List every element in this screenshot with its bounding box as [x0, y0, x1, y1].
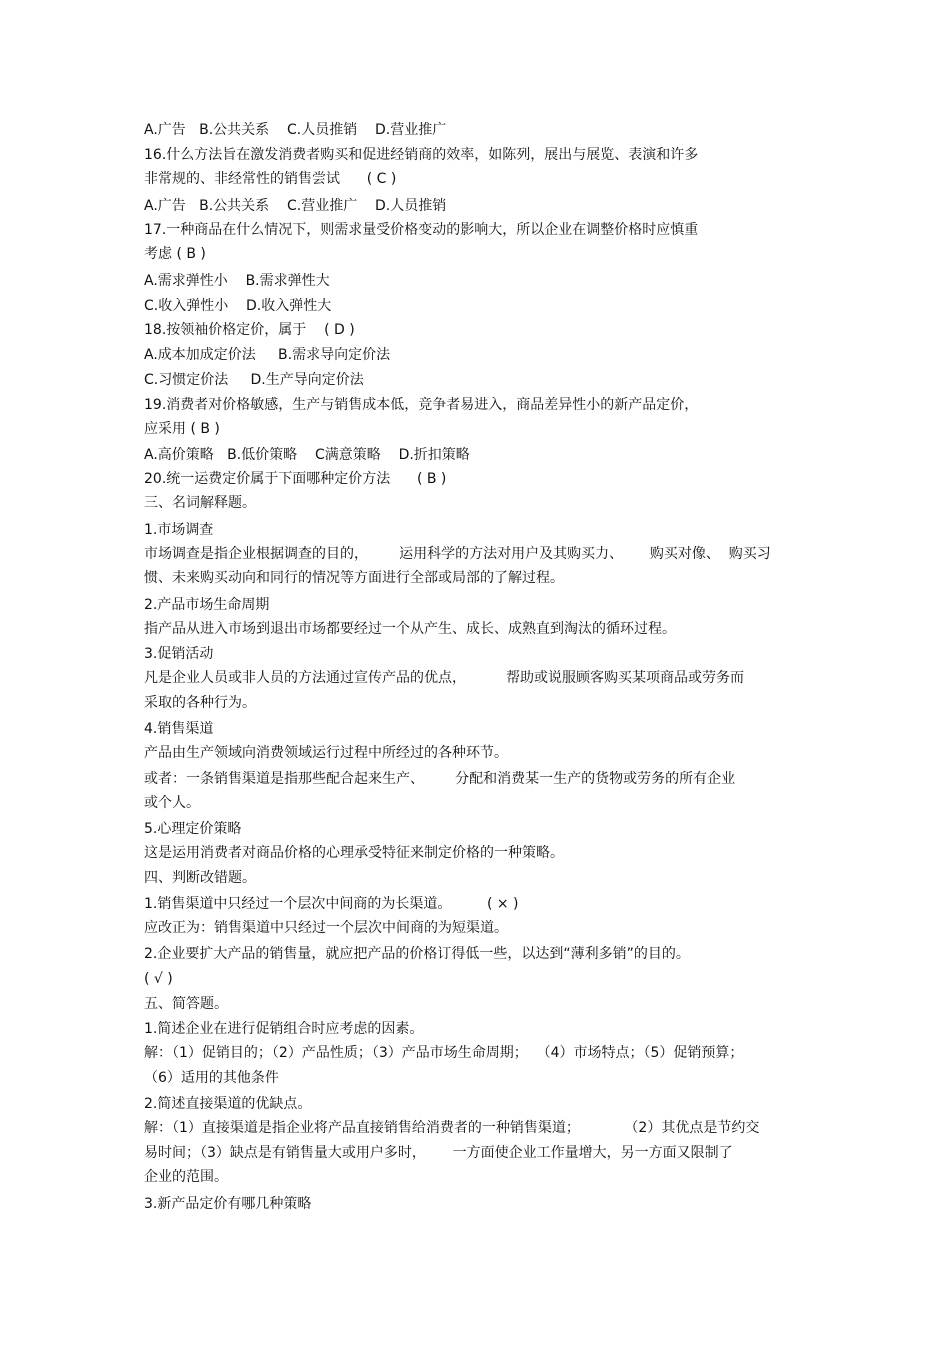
- term-2-title: 2.产品市场生命周期: [144, 597, 270, 613]
- options-q17-row2: C.收入弹性小 D.收入弹性大: [144, 298, 332, 314]
- short-answer-1: 1.简述企业在进行促销组合时应考虑的因素。: [144, 1021, 424, 1037]
- term-3-def-line2: 采取的各种行为。: [144, 695, 256, 711]
- options-q19: A.高价策略 B.低价策略 C满意策略 D.折扣策略: [144, 447, 470, 463]
- question-16-line2: 非常规的、非经常性的销售尝试 ( C ): [144, 171, 397, 187]
- judge-2-line1: 2.企业要扩大产品的销售量，就应把产品的价格订得低一些，以达到“薄利多销”的目的。: [144, 946, 690, 962]
- term-1-title: 1.市场调查: [144, 522, 214, 538]
- short-answer-3: 3.新产品定价有哪几种策略: [144, 1196, 312, 1212]
- question-19-line2: 应采用 ( B ): [144, 421, 220, 437]
- term-3-def-line1: 凡是企业人员或非人员的方法通过宣传产品的优点， 帮助或说服顾客购买某项商品或劳务而: [144, 670, 745, 686]
- section-heading-4: 四、判断改错题。: [144, 870, 256, 886]
- section-heading-5: 五、简答题。: [144, 996, 228, 1012]
- short-answer-2: 2.简述直接渠道的优缺点。: [144, 1096, 312, 1112]
- judge-2-line2: ( √ ): [144, 971, 173, 987]
- judge-1-correction: 应改正为：销售渠道中只经过一个层次中间商的为短渠道。: [144, 920, 508, 936]
- judge-1: 1.销售渠道中只经过一个层次中间商的为长渠道。 ( × ): [144, 896, 519, 912]
- short-answer-2-line1: 解：（1）直接渠道是指企业将产品直接销售给消费者的一种销售渠道； （2）其优点是节约交: [144, 1120, 760, 1136]
- term-1-def-line1: 市场调查是指企业根据调查的目的， 运用科学的方法对用户及其购买力、 购买对像、 购买习: [144, 546, 771, 562]
- term-4-title: 4.销售渠道: [144, 721, 214, 737]
- question-17-line1: 17.一种商品在什么情况下，则需求量受价格变动的影响大，所以企业在调整价格时应慎重: [144, 222, 699, 238]
- options-q16: A.广告 B.公共关系 C.营业推广 D.人员推销: [144, 198, 447, 214]
- short-answer-2-line2: 易时间；（3）缺点是有销售量大或用户多时， 一方面使企业工作量增大，另一方面又限制了: [144, 1145, 733, 1161]
- term-2-def: 指产品从进入市场到退出市场都要经过一个从产生、成长、成熟直到淘汰的循环过程。: [144, 621, 676, 637]
- section-heading-3: 三、名词解释题。: [144, 495, 256, 511]
- term-5-def: 这是运用消费者对商品价格的心理承受特征来制定价格的一种策略。: [144, 845, 564, 861]
- options-q18-row1: A.成本加成定价法 B.需求导向定价法: [144, 347, 391, 363]
- term-4-def-line3: 或个人。: [144, 795, 200, 811]
- term-3-title: 3.促销活动: [144, 646, 214, 662]
- short-answer-2-line3: 企业的范围。: [144, 1169, 228, 1185]
- short-answer-1-line2: （6）适用的其他条件: [144, 1070, 279, 1086]
- question-20: 20.统一运费定价属于下面哪种定价方法 ( B ): [144, 471, 447, 487]
- question-19-line1: 19.消费者对价格敏感，生产与销售成本低，竞争者易进入，商品差异性小的新产品定价，: [144, 397, 699, 413]
- options-q15: A.广告 B.公共关系 C.人员推销 D.营业推广: [144, 122, 447, 138]
- short-answer-1-line1: 解：（1）促销目的；（2）产品性质；（3）产品市场生命周期； （4）市场特点；（5）促销预算；: [144, 1045, 744, 1061]
- term-5-title: 5.心理定价策略: [144, 821, 242, 837]
- question-18: 18.按领袖价格定价，属于 ( D ): [144, 322, 355, 338]
- options-q18-row2: C.习惯定价法 D.生产导向定价法: [144, 372, 364, 388]
- question-16-line1: 16.什么方法旨在激发消费者购买和促进经销商的效率，如陈列，展出与展览、表演和许多: [144, 147, 699, 163]
- options-q17-row1: A.需求弹性小 B.需求弹性大: [144, 273, 330, 289]
- question-17-line2: 考虑 ( B ): [144, 246, 206, 262]
- term-1-def-line2: 惯、未来购买动向和同行的情况等方面进行全部或局部的了解过程。: [144, 570, 564, 586]
- term-4-def-line1: 产品由生产领域向消费领域运行过程中所经过的各种环节。: [144, 745, 508, 761]
- term-4-def-line2: 或者：一条销售渠道是指那些配合起来生产、 分配和消费某一生产的货物或劳务的所有企业: [144, 771, 736, 787]
